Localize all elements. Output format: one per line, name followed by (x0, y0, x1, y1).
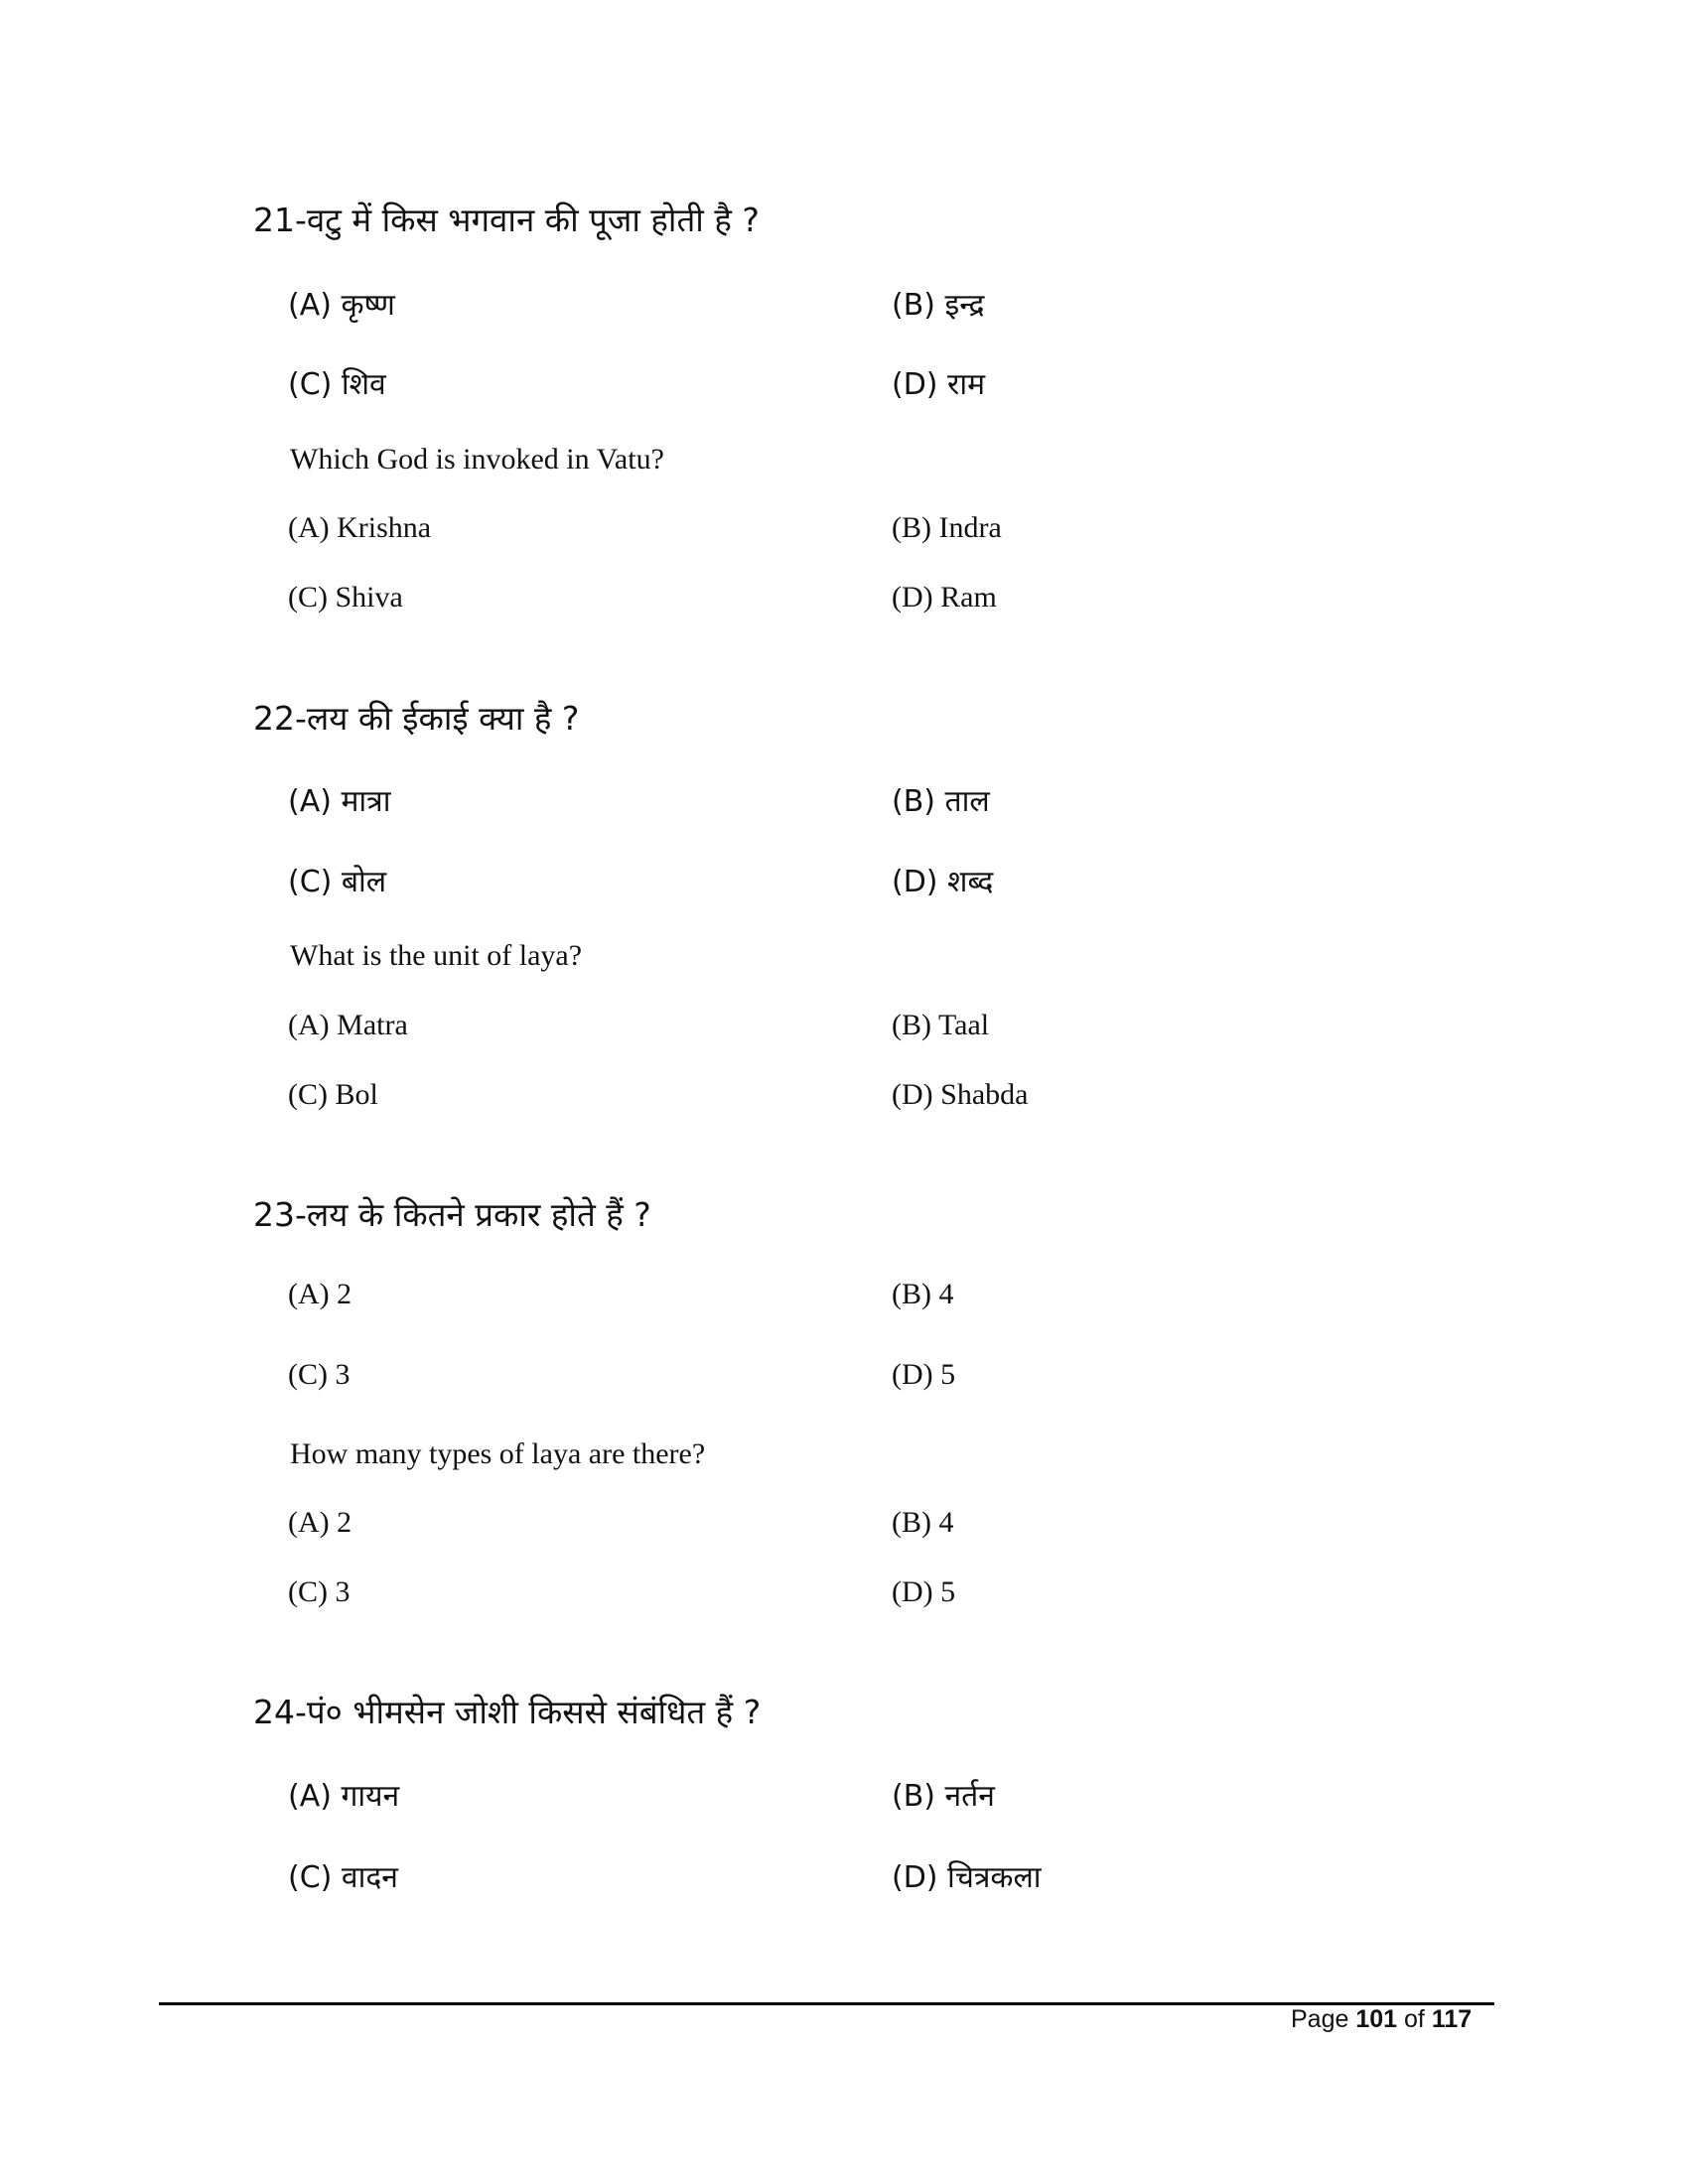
q22-english-option-b: (B) Taal (892, 1009, 990, 1041)
q23-english-option-b: (B) 4 (892, 1506, 954, 1539)
q22-hindi-option-b: (B) ताल (892, 784, 990, 819)
question-24-hindi: 24-पं० भीमसेन जोशी किससे संबंधित हैं ? (253, 1693, 762, 1731)
q21-english-option-a: (A) Krishna (288, 511, 432, 544)
q23-hindi-option-b: (B) 4 (892, 1278, 954, 1310)
q24-hindi-option-c: (C) वादन (288, 1860, 398, 1895)
q23-hindi-option-a: (A) 2 (288, 1278, 352, 1310)
q21-english-option-c: (C) Shiva (288, 581, 403, 614)
q21-english-option-d: (D) Ram (892, 581, 997, 614)
question-22-hindi: 22-लय की ईकाई क्या है ? (253, 699, 580, 738)
q24-hindi-option-b: (B) नर्तन (892, 1779, 995, 1814)
q22-english-option-c: (C) Bol (288, 1078, 378, 1111)
q21-hindi-option-b: (B) इन्द्र (892, 288, 985, 323)
question-21-english: Which God is invoked in Vatu? (290, 443, 664, 476)
q22-hindi-option-a: (A) मात्रा (288, 784, 391, 819)
of-label: of (1404, 2005, 1425, 2033)
question-23-english: How many types of laya are there? (290, 1437, 706, 1470)
q23-hindi-option-d: (D) 5 (892, 1358, 956, 1391)
q23-english-option-a: (A) 2 (288, 1506, 352, 1539)
question-23-hindi: 23-लय के कितने प्रकार होते हैं ? (253, 1195, 651, 1234)
question-22-english: What is the unit of laya? (290, 939, 583, 972)
q23-english-option-d: (D) 5 (892, 1575, 956, 1608)
q22-english-option-a: (A) Matra (288, 1009, 408, 1041)
q24-hindi-option-d: (D) चित्रकला (892, 1860, 1042, 1895)
q21-english-option-b: (B) Indra (892, 511, 1002, 544)
page-label: Page (1291, 2005, 1349, 2033)
q22-hindi-option-c: (C) बोल (288, 865, 387, 899)
q23-hindi-option-c: (C) 3 (288, 1358, 351, 1391)
q23-english-option-c: (C) 3 (288, 1575, 351, 1608)
q21-hindi-option-d: (D) राम (892, 367, 986, 402)
q22-english-option-d: (D) Shabda (892, 1078, 1029, 1111)
q24-hindi-option-a: (A) गायन (288, 1779, 400, 1814)
page-number (1291, 2005, 1472, 2034)
question-21-hindi: 21-वटु में किस भगवान की पूजा होती है ? (253, 201, 760, 239)
q21-hindi-option-a: (A) कृष्ण (288, 288, 395, 323)
q21-hindi-option-c: (C) शिव (288, 367, 386, 402)
q22-hindi-option-d: (D) शब्द (892, 865, 994, 899)
current-page: 101 (1355, 2005, 1398, 2033)
total-pages: 117 (1431, 2005, 1473, 2033)
